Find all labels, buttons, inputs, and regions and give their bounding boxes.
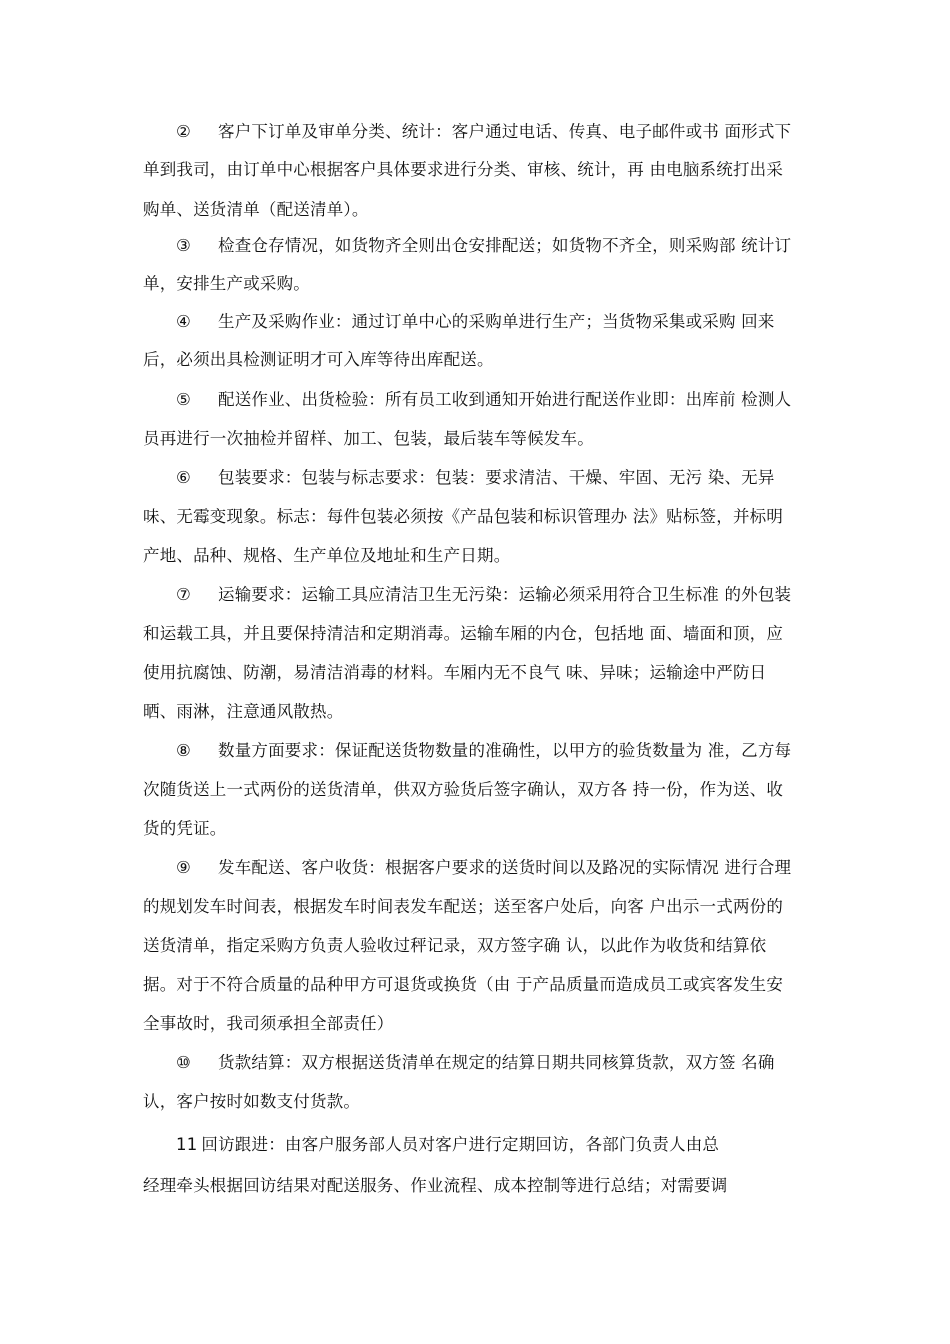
paragraph-text: 运输要求：运输工具应清洁卫生无污染：运输必须采用符合卫生标准 的外包装 — [218, 585, 792, 604]
paragraph-line: 后，必须出具检测证明才可入库等待出库配送。 — [143, 350, 494, 369]
item-marker: ③ — [176, 236, 191, 255]
paragraph-first-line — [176, 310, 775, 334]
paragraph-line: 员再进行一次抽检并留样、加工、包装，最后装车等候发车。 — [143, 429, 594, 448]
paragraph-first-line — [176, 856, 791, 880]
item-marker: ⑩ — [176, 1053, 191, 1072]
item-marker: ⑦ — [176, 585, 191, 604]
paragraph-line: 产地、品种、规格、生产单位及地址和生产日期。 — [143, 546, 511, 565]
item-marker: ⑨ — [176, 858, 191, 877]
paragraph-first-line — [176, 120, 791, 144]
paragraph-first-line — [176, 583, 791, 607]
paragraph-text: 客户下订单及审单分类、统计：客户通过电话、传真、电子邮件或书 面形式下 — [218, 122, 792, 141]
paragraph-first-line — [176, 388, 791, 412]
paragraph-line: 购单、送货清单（配送清单）。 — [143, 200, 369, 219]
item-marker: ⑥ — [176, 468, 191, 487]
paragraph-text: 发车配送、客户收货：根据客户要求的送货时间以及路况的实际情况 进行合理 — [218, 858, 792, 877]
paragraph-line: 货的凭证。 — [143, 819, 227, 838]
paragraph-text: 回访跟进：由客户服务部人员对客户进行定期回访，各部门负责人由总 — [201, 1135, 720, 1154]
item-marker: ② — [176, 122, 191, 141]
paragraph-line: 使用抗腐蚀、防潮，易清洁消毒的材料。车厢内无不良气 味、异味；运输途中严防日 — [143, 663, 767, 682]
paragraph-line: 单，安排生产或采购。 — [143, 274, 310, 293]
item-marker: ④ — [176, 312, 191, 331]
paragraph-text: 数量方面要求：保证配送货物数量的准确性，以甲方的验货数量为 准，乙方每 — [218, 741, 792, 760]
item-marker: ⑧ — [176, 741, 191, 760]
paragraph-first-line — [176, 739, 791, 763]
paragraph-line: 次随货送上一式两份的送货清单，供双方验货后签字确认，双方各 持一份，作为送、收 — [143, 780, 784, 799]
paragraph-line: 和运载工具，并且要保持清洁和定期消毒。运输车厢的内仓，包括地 面、墙面和顶，应 — [143, 624, 784, 643]
paragraph-line: 认，客户按时如数支付货款。 — [143, 1092, 361, 1111]
item-marker: ⑤ — [176, 390, 191, 409]
paragraph-line: 味、无霉变现象。标志：每件包装必须按《产品包装和标识管理办 法》贴标签，并标明 — [143, 507, 784, 526]
paragraph-text: 货款结算：双方根据送货清单在规定的结算日期共同核算货款，双方签 名确 — [218, 1053, 775, 1072]
paragraph-first-line — [176, 1133, 719, 1157]
paragraph-first-line — [176, 234, 791, 258]
paragraph-first-line — [176, 1051, 775, 1075]
paragraph-line: 单到我司，由订单中心根据客户具体要求进行分类、审核、统计，再 由电脑系统打出采 — [143, 160, 784, 179]
paragraph-line: 全事故时，我司须承担全部责任） — [143, 1014, 394, 1033]
paragraph-text: 检查仓存情况，如货物齐全则出仓安排配送；如货物不齐全，则采购部 统计订 — [218, 236, 792, 255]
paragraph-line: 据。对于不符合质量的品种甲方可退货或换货（由 于产品质量而造成员工或宾客发生安 — [143, 975, 784, 994]
paragraph-line: 送货清单，指定采购方负责人验收过秤记录，双方签字确 认，以此作为收货和结算依 — [143, 936, 767, 955]
paragraph-line: 晒、雨淋，注意通风散热。 — [143, 702, 344, 721]
paragraph-text: 配送作业、出货检验：所有员工收到通知开始进行配送作业即：出库前 检测人 — [218, 390, 792, 409]
paragraph-text: 生产及采购作业：通过订单中心的采购单进行生产；当货物采集或采购 回来 — [218, 312, 775, 331]
paragraph-first-line — [176, 466, 775, 490]
paragraph-text: 包装要求：包装与标志要求：包装：要求清洁、干燥、牢固、无污 染、无异 — [218, 468, 775, 487]
paragraph-line: 的规划发车时间表，根据发车时间表发车配送；送至客户处后，向客 户出示一式两份的 — [143, 897, 784, 916]
item-marker: 11 — [176, 1135, 198, 1154]
paragraph-line: 经理牵头根据回访结果对配送服务、作业流程、成本控制等进行总结；对需要调 — [143, 1176, 728, 1195]
